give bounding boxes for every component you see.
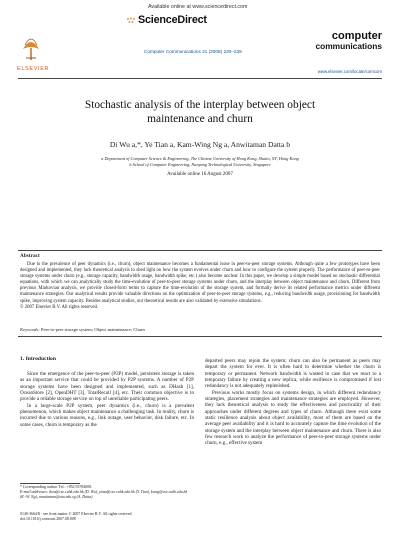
intro-right-paragraph-1: departed peers may rejoin the system; churn can also be permanent as peers may depart the system for ever. It is often hard to determine whether the churn is temporary or permanent. Network bandwidth is wasted in case that we react to a temporary failure by creating a new replica, while resilience is compromised if lost redundancy is not adequately replenished. xyxy=(205,358,381,390)
right-column xyxy=(205,358,381,447)
abstract-text: Due to the prevalence of peer dynamics (i.e., churn), object maintenance becomes a fundamental issue in peer-to-peer storage systems. Although quite a few prototypes have been designed and implemented, they lack theoretical analysis to shed light on how the system evolves under churn and how to configure the system properly. The performance of peer-to-peer storage systems under churn (e.g., storage capacity, bandwidth usage, bandwidth spike, etc.) also become unclear. In this paper, we develop a simple model based on stochastic differential equations, with which we can analytically study the time-evolution of peer-to-peer storage systems under churn, and the interplay between object maintenance and churn. Different from previous Markovian analysis, we provide closed-form terms to capture the time-evolution of the storage system, and formally derive its related performance metrics under different maintenance strategies. Our analytical results provide valuable directions on the optimization of peer-to-peer storage systems, e.g., reducing bandwidth usage, provisioning for bandwidth spike, improving system capacity. Besides analytical studies, our theoretical results are also validated by extensive simulations. xyxy=(20,262,380,304)
journal-brand-line2: communications xyxy=(315,41,382,51)
doi-line[interactable]: doi:10.1016/j.comcom.2007.08.008 xyxy=(20,516,76,521)
section-heading-introduction: 1. Introduction xyxy=(20,356,56,362)
keywords-line xyxy=(20,327,145,332)
sciencedirect-brand: ScienceDirect xyxy=(138,14,207,26)
issn-line: 0140-3664/$ - see front matter © 2007 Elsevier B.V. All rights reserved. xyxy=(20,512,133,516)
journal-citation: Computer Communications 31 (2008) 220–239 xyxy=(144,49,242,54)
article-title-line1: Stochastic analysis of the interplay between object xyxy=(84,99,316,111)
journal-url[interactable]: www.elsevier.com/locate/comcom xyxy=(317,69,382,74)
abstract-bottom-rule xyxy=(18,336,382,337)
left-column xyxy=(20,371,194,428)
journal-brand xyxy=(302,31,382,51)
footnotes xyxy=(20,485,194,499)
footnote-emails: E-mail addresses: dwu@cse.cuhk.edu.hk (D. Wu), ytian@cse.cuhk.edu.hk (Y. Tian), kwng@cse.cuhk.edu.hk (K.-W. Ng), anwitaman@ntu.edu.sg (A. Datta). xyxy=(20,489,188,499)
intro-paragraph-1: Since the emergence of the peer-to-peer (P2P) model, persistent storage is taken as an important service that could be provided by P2P systems. A number of P2P storage systems have been designed and implemented, such as DHash [1], OceanStore [2], OpenDHT [3], TotalRecall [4], etc. Their common objective is to provide a reliable storage service on top of unreliable participating peers. xyxy=(20,371,194,403)
author-list: Di Wu a,*, Ye Tian a, Kam-Wing Ng a, Anwitaman Datta b xyxy=(109,140,291,149)
abstract-body xyxy=(20,262,380,311)
abstract-heading: Abstract xyxy=(20,253,40,259)
footnote-rule xyxy=(20,483,80,484)
footnote-corresponding: * Corresponding author. Tel.: +852 93784008. xyxy=(20,485,93,489)
article-title-line2: maintenance and churn xyxy=(147,113,253,125)
available-online-date: Available online 16 August 2007 xyxy=(167,172,233,177)
article-title xyxy=(20,98,380,126)
affiliation-b: b School of Computer Engineering, Nanyang Technological University, Singapore xyxy=(129,162,271,167)
abstract-top-rule xyxy=(18,250,382,251)
elsevier-tree-logo xyxy=(20,33,42,61)
front-matter xyxy=(20,512,220,522)
keywords-list: Peer-to-peer storage system; Object maintenance; Churn xyxy=(40,327,145,332)
available-online-notice: Available online at www.sciencedirect.com xyxy=(148,4,248,10)
elsevier-logo-text: ELSEVIER xyxy=(17,66,50,72)
sciencedirect-mark-icon xyxy=(126,17,136,25)
intro-paragraph-2: In a large-scale P2P system, peer dynamics (i.e., churn) is a prevalent phenomenon, which makes object maintenance a challenging task. In reality, churn is incurred due to various reasons, e.g., link outage, user behavior, disk failure, etc. In some cases, churn is temporary as the xyxy=(20,402,194,428)
affiliation-a: a Department of Computer Science & Engineering, The Chinese University of Hong Kong, Shatin, NT, Hong Kong xyxy=(101,156,299,161)
header-rule xyxy=(18,78,382,79)
journal-brand-line1: computer xyxy=(331,30,382,42)
abstract-copyright: © 2007 Elsevier B.V. All rights reserved. xyxy=(20,304,99,310)
intro-right-paragraph-2: Previous works mostly focus on systems design, in which different redundancy strategies, placement strategies and maintenance strategies are employed. However, they lack theoretical analysis to study the effectiveness and practicality of their approaches under different degrees and types of churn. Although there exist some static resilience analysis about object availability, most of them are based on the average peer availability and it is hard to accurately capture the time evolution of the storage system and the interplay between object maintenance and churn. There is also few research work to analyze the performance of peer-to-peer storage systems under churn, e.g., effective system xyxy=(205,389,381,447)
keywords-label: Keywords: xyxy=(20,327,40,332)
